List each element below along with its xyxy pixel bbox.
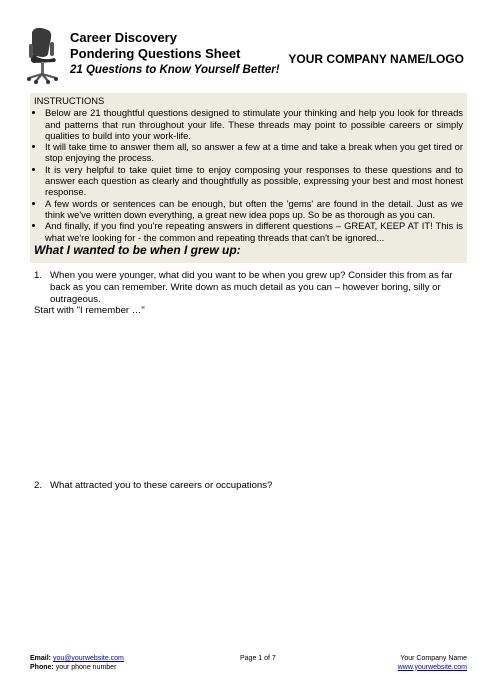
phone-number: your phone number (55, 663, 117, 671)
question-text: What attracted you to these careers or occupations? (50, 480, 273, 491)
section-heading: What I wanted to be when I grew up: (34, 243, 241, 257)
page-number: Page 1 of 7 (240, 655, 276, 662)
instruction-item: • Below are 21 thoughtful questions designed to stimulate your thinking and help you look for threads and patterns that run throughout your life. These threads may point to possible careers or simply qualities to build into your work-life. (45, 107, 463, 141)
answer-start-prompt: Start with "I remember …" (34, 305, 145, 316)
footer-company-name: Your Company Name (400, 655, 467, 662)
document-tagline: 21 Questions to Know Yourself Better! (70, 64, 280, 76)
question-2 (34, 480, 466, 492)
document-subtitle: Pondering Questions Sheet (70, 46, 241, 61)
question-1 (34, 270, 466, 306)
instruction-item: • It will take time to answer them all, so answer a few at a time and take a break when you get tired or stop enjoying the process. (45, 141, 463, 164)
instruction-item: • It is very helpful to take quiet time to enjoy composing your responses to these questions and to answer each question as clearly and thoughtfully as possible, expressing your best and most honest response. (45, 164, 463, 198)
question-text: When you were younger, what did you want to be when you grew up? Consider this from as far back as you can remember. Write down as much detail as you can – however boring, silly or outrageous. (50, 270, 453, 305)
office-chair-icon (24, 26, 64, 84)
document-title: Career Discovery (70, 30, 177, 45)
question-number: 1. (34, 270, 43, 281)
footer-contact (30, 655, 124, 672)
company-logo-placeholder: YOUR COMPANY NAME/LOGO (288, 52, 464, 66)
instruction-item: • And finally, if you find you're repeating answers in different questions – GREAT, KEEP AT IT! This is what we're looking for - the common and repeating threads that can't be ignored... (45, 220, 463, 243)
instructions-box (30, 93, 467, 263)
footer-company (398, 655, 467, 672)
email-label: Email: (30, 655, 52, 662)
phone-label: Phone: (30, 663, 54, 671)
instructions-title: INSTRUCTIONS (34, 95, 105, 106)
email-link[interactable]: you@yourwebsite.com (52, 655, 124, 662)
website-link[interactable]: www.yourwebsite.com (397, 663, 467, 671)
document-header (24, 26, 476, 86)
question-number: 2. (34, 480, 43, 491)
instruction-item: • A few words or sentences can be enough, but often the 'gems' are found in the detail. Just as we think we've written down everything, a great new idea pops up. So be as thorough as you can. (45, 198, 463, 221)
